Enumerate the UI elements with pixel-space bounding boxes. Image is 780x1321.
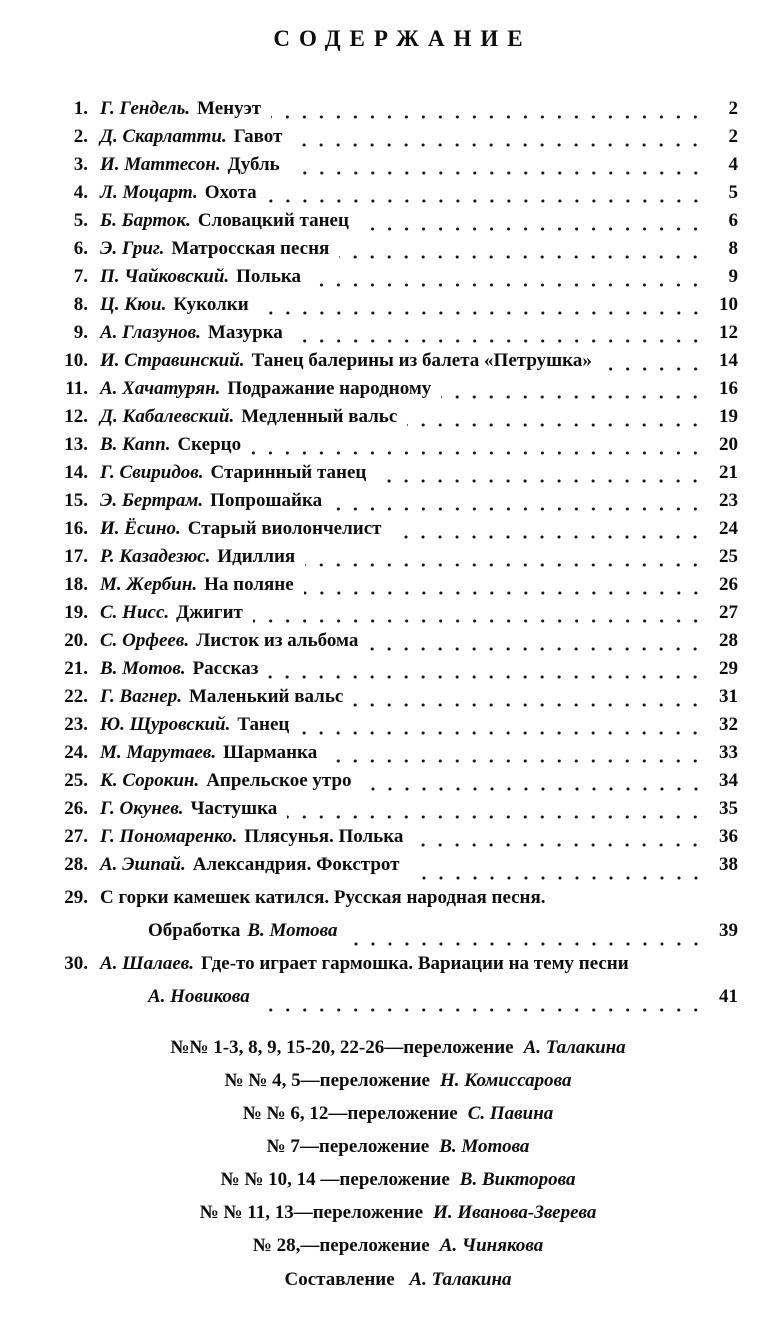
entry-text xyxy=(100,798,277,820)
entry-number: 3. xyxy=(73,154,88,175)
entry-title: Танец xyxy=(237,714,290,735)
toc-entry xyxy=(58,406,738,434)
entry-page-number: 33 xyxy=(719,742,738,763)
entry-text xyxy=(100,294,249,316)
entry-text xyxy=(100,686,343,708)
entry-text xyxy=(100,210,349,232)
dot-leader xyxy=(287,814,704,820)
entry-author: Э. Бертрам. xyxy=(100,490,204,511)
toc-entry xyxy=(58,98,738,126)
entry-author: М. Жербин. xyxy=(100,574,198,595)
dot-leader xyxy=(332,506,704,512)
entry-page-number: 9 xyxy=(728,266,738,287)
arranger-note-numbers: № 7—переложение xyxy=(266,1136,430,1157)
entry-title: Джигит xyxy=(176,602,243,623)
entry-title: Попрошайка xyxy=(210,490,323,511)
dot-leader xyxy=(311,282,704,288)
entry-text xyxy=(100,378,431,400)
entry-number: 26. xyxy=(64,798,88,819)
entry-text xyxy=(100,322,283,344)
entry-number: 10. xyxy=(64,350,88,371)
arranger-name: С. Павина xyxy=(467,1103,554,1124)
arranger-note-numbers: № № 6, 12—переложение xyxy=(242,1103,458,1124)
toc-entry xyxy=(58,826,738,854)
entry-title: Скерцо xyxy=(177,434,242,455)
entry-text xyxy=(100,953,629,975)
toc-entry xyxy=(58,490,738,518)
entry-text xyxy=(100,98,261,120)
toc-entry xyxy=(58,322,738,350)
entry-author: С. Орфеев. xyxy=(100,630,190,651)
entry-page-number: 21 xyxy=(719,462,738,483)
entry-number: 13. xyxy=(64,434,88,455)
entry-author: Д. Скарлатти. xyxy=(100,126,227,147)
entry-text xyxy=(100,462,366,484)
arranger-note xyxy=(58,1130,738,1163)
dot-leader xyxy=(413,842,704,848)
page-title: СОДЕРЖАНИЕ xyxy=(273,26,532,51)
entry-text xyxy=(100,630,358,652)
entry-number: 1. xyxy=(73,98,88,119)
entry-text xyxy=(100,887,546,909)
arranger-name: Н. Комиссарова xyxy=(440,1070,572,1091)
toc-entry xyxy=(58,546,738,574)
entry-author: И. Ёсино. xyxy=(100,518,181,539)
entry-title: Дубль xyxy=(227,154,280,175)
entry-title: Матросская песня xyxy=(171,238,330,259)
arranger-note xyxy=(58,1163,738,1196)
entry-page-number: 20 xyxy=(719,434,738,455)
entry-page-number: 5 xyxy=(728,182,738,203)
entry-title: Листок из альбома xyxy=(196,630,359,651)
toc-entry xyxy=(58,266,738,294)
dot-leader xyxy=(268,674,704,680)
entry-number: 8. xyxy=(73,294,88,315)
entry-text xyxy=(100,154,280,176)
entry-number: 30. xyxy=(64,953,88,974)
entry-page-number: 27 xyxy=(719,602,738,623)
entry-page-number: 41 xyxy=(719,986,738,1007)
arranger-note-numbers: № № 4, 5—переложение xyxy=(224,1070,430,1091)
entry-author: И. Стравинский. xyxy=(100,350,245,371)
toc-entry xyxy=(58,378,738,406)
entry-number: 16. xyxy=(64,518,88,539)
toc-entry xyxy=(58,462,738,490)
entry-text xyxy=(100,770,352,792)
entry-page-number: 36 xyxy=(719,826,738,847)
arranger-name: И. Иванова-Зверева xyxy=(433,1202,597,1223)
entry-author: А. Эшпай. xyxy=(100,854,186,875)
entry-text xyxy=(100,266,301,288)
entry-number: 22. xyxy=(64,686,88,707)
arranger-note xyxy=(58,1229,738,1262)
continuation-name: В. Мотова xyxy=(247,920,338,941)
arranger-note xyxy=(58,1064,738,1097)
entry-title: На поляне xyxy=(204,574,294,595)
entry-author: В. Капп. xyxy=(100,434,171,455)
entry-author: Г. Свиридов. xyxy=(100,462,204,483)
entry-author: М. Марутаев. xyxy=(100,742,217,763)
entry-text xyxy=(100,574,294,596)
dot-leader xyxy=(271,114,704,120)
entry-page-number: 19 xyxy=(719,406,738,427)
toc-entry xyxy=(58,126,738,154)
toc-entry xyxy=(58,294,738,322)
dot-leader xyxy=(391,534,704,540)
entry-author: Г. Гендель. xyxy=(100,98,191,119)
entry-author: Д. Кабалевский. xyxy=(100,406,235,427)
toc-entry xyxy=(58,953,738,986)
entry-author: С. Нисс. xyxy=(100,602,170,623)
entry-title: Апрельское утро xyxy=(206,770,352,791)
entry-text xyxy=(100,350,592,372)
entry-page-number: 16 xyxy=(719,378,738,399)
arranger-name: А. Талакина xyxy=(523,1037,626,1058)
entry-page-number: 29 xyxy=(719,658,738,679)
entry-text xyxy=(100,434,241,456)
entry-page-number: 2 xyxy=(728,126,738,147)
entry-author: Ц. Кюи. xyxy=(100,294,167,315)
entry-number: 21. xyxy=(64,658,88,679)
entry-author: К. Сорокин. xyxy=(100,770,200,791)
entry-number: 20. xyxy=(64,630,88,651)
entry-number: 7. xyxy=(73,266,88,287)
entry-author: Э. Григ. xyxy=(100,238,165,259)
dot-leader xyxy=(299,730,704,736)
entry-text xyxy=(100,826,403,848)
arranger-note-numbers: № 28,—переложение xyxy=(252,1235,430,1256)
entry-text xyxy=(100,602,243,624)
entry-text xyxy=(100,182,257,204)
entry-author: Г. Окунев. xyxy=(100,798,184,819)
entry-title: Мазурка xyxy=(207,322,283,343)
entry-number: 28. xyxy=(64,854,88,875)
entry-text xyxy=(100,490,322,512)
entry-page-number: 10 xyxy=(719,294,738,315)
toc-entry xyxy=(58,686,738,714)
entry-author: А. Шалаев. xyxy=(100,953,194,974)
entry-author: Г. Вагнер. xyxy=(100,686,182,707)
entry-title: Где-то играет гармошка. Вариации на тему песни xyxy=(201,953,629,974)
dot-leader xyxy=(292,142,704,148)
entry-title: Частушка xyxy=(190,798,278,819)
dot-leader xyxy=(407,422,704,428)
toc-entry xyxy=(58,518,738,546)
entry-number: 14. xyxy=(64,462,88,483)
entry-page-number: 34 xyxy=(719,770,738,791)
dot-leader xyxy=(259,310,704,316)
dot-leader xyxy=(327,758,704,764)
toc-entry xyxy=(58,350,738,378)
entry-number: 4. xyxy=(73,182,88,203)
entry-number: 17. xyxy=(64,546,88,567)
entry-continuation-text xyxy=(148,920,338,942)
entry-text xyxy=(100,658,258,680)
entry-number: 2. xyxy=(73,126,88,147)
continuation-label: Обработка xyxy=(148,920,241,941)
entry-title: Танец балерины из балета «Петрушка» xyxy=(251,350,592,371)
entry-page-number: 26 xyxy=(719,574,738,595)
toc-entry xyxy=(58,434,738,462)
dot-leader xyxy=(290,170,704,176)
entry-title: Старинный танец xyxy=(210,462,367,483)
entry-author: Р. Казадезюс. xyxy=(100,546,211,567)
dot-leader xyxy=(410,875,704,881)
dot-leader xyxy=(353,702,704,708)
entry-continuation-text xyxy=(148,986,250,1008)
entry-page-number: 38 xyxy=(719,854,738,875)
entry-title: Александрия. Фокстрот xyxy=(192,854,400,875)
compiler-line xyxy=(58,1262,738,1298)
entry-title: Словацкий танец xyxy=(197,210,349,231)
entry-number: 15. xyxy=(64,490,88,511)
dot-leader xyxy=(359,226,704,232)
entry-title: Идиллия xyxy=(217,546,296,567)
entry-number: 9. xyxy=(73,322,88,343)
toc-entry xyxy=(58,574,738,602)
entry-number: 24. xyxy=(64,742,88,763)
entry-title: Полька xyxy=(236,266,302,287)
toc-entry xyxy=(58,887,738,920)
entry-number: 29. xyxy=(64,887,88,908)
entry-text xyxy=(100,546,295,568)
entry-title: Медленный вальс xyxy=(241,406,398,427)
compiler-name: А. Талакина xyxy=(409,1269,512,1290)
dot-leader xyxy=(293,338,704,344)
entry-number: 25. xyxy=(64,770,88,791)
dot-leader xyxy=(253,618,704,624)
entry-number: 5. xyxy=(73,210,88,231)
dot-leader xyxy=(339,254,704,260)
toc-entry xyxy=(58,602,738,630)
entry-text xyxy=(100,714,289,736)
arranger-note xyxy=(58,1031,738,1064)
entry-author: П. Чайковский. xyxy=(100,266,230,287)
entry-title: С горки камешек катился. Русская народная песня. xyxy=(100,887,546,908)
entry-page-number: 35 xyxy=(719,798,738,819)
entry-number: 27. xyxy=(64,826,88,847)
entry-page-number: 23 xyxy=(719,490,738,511)
dot-leader xyxy=(376,478,704,484)
toc-list xyxy=(58,98,738,1019)
entry-page-number: 8 xyxy=(728,238,738,259)
toc-entry xyxy=(58,182,738,210)
entry-page-number: 4 xyxy=(728,154,738,175)
entry-text xyxy=(100,518,381,540)
entry-author: Ю. Щуровский. xyxy=(100,714,231,735)
entry-author: А. Хачатурян. xyxy=(100,378,221,399)
entry-title: Рассказ xyxy=(192,658,259,679)
dot-leader xyxy=(368,646,704,652)
entry-text xyxy=(100,406,397,428)
arranger-note xyxy=(58,1196,738,1229)
toc-entry xyxy=(58,742,738,770)
dot-leader xyxy=(251,450,704,456)
arranger-name: В. Викторова xyxy=(459,1169,576,1190)
arranger-name: А. Чинякова xyxy=(439,1235,544,1256)
arranger-note-numbers: № № 10, 14 —переложение xyxy=(220,1169,450,1190)
entry-title: Старый виолончелист xyxy=(187,518,382,539)
toc-entry xyxy=(58,854,738,887)
toc-entry xyxy=(58,770,738,798)
compiler-label: Составление xyxy=(284,1269,395,1290)
continuation-name: А. Новикова xyxy=(148,986,250,1007)
toc-entry xyxy=(58,238,738,266)
arranger-note xyxy=(58,1097,738,1130)
entry-author: А. Глазунов. xyxy=(100,322,201,343)
entry-author: Г. Пономаренко. xyxy=(100,826,238,847)
entry-title: Охота xyxy=(204,182,257,203)
entry-page-number: 39 xyxy=(719,920,738,941)
dot-leader xyxy=(441,394,704,400)
entry-page-number: 24 xyxy=(719,518,738,539)
entry-author: В. Мотов. xyxy=(100,658,186,679)
toc-entry xyxy=(58,630,738,658)
toc-entry-continuation xyxy=(58,920,738,953)
entry-author: Л. Моцарт. xyxy=(100,182,198,203)
entry-number: 6. xyxy=(73,238,88,259)
entry-title: Подражание народному xyxy=(227,378,432,399)
toc-entry xyxy=(58,714,738,742)
entry-title: Менуэт xyxy=(197,98,262,119)
entry-title: Гавот xyxy=(233,126,283,147)
footnotes xyxy=(58,1031,738,1262)
dot-leader xyxy=(305,562,704,568)
toc-entry-continuation xyxy=(58,986,738,1019)
entry-page-number: 2 xyxy=(728,98,738,119)
entry-text xyxy=(100,126,282,148)
entry-page-number: 12 xyxy=(719,322,738,343)
entry-text xyxy=(100,742,317,764)
toc-entry xyxy=(58,154,738,182)
dot-leader xyxy=(602,366,704,372)
toc-entry xyxy=(58,210,738,238)
entry-number: 18. xyxy=(64,574,88,595)
arranger-note-numbers: №№ 1-3, 8, 9, 15-20, 22-26—переложение xyxy=(170,1037,514,1058)
arranger-name: В. Мотова xyxy=(439,1136,530,1157)
entry-title: Маленький вальс xyxy=(188,686,344,707)
entry-title: Шарманка xyxy=(223,742,318,763)
arranger-note-numbers: № № 11, 13—переложение xyxy=(199,1202,424,1223)
entry-page-number: 31 xyxy=(719,686,738,707)
entry-page-number: 32 xyxy=(719,714,738,735)
entry-number: 23. xyxy=(64,714,88,735)
entry-page-number: 25 xyxy=(719,546,738,567)
toc-entry xyxy=(58,658,738,686)
entry-page-number: 6 xyxy=(728,210,738,231)
entry-number: 12. xyxy=(64,406,88,427)
entry-title: Плясунья. Полька xyxy=(244,826,404,847)
dot-leader xyxy=(362,786,704,792)
entry-page-number: 14 xyxy=(719,350,738,371)
entry-title: Куколки xyxy=(173,294,249,315)
entry-text xyxy=(100,238,329,260)
dot-leader xyxy=(260,1007,704,1013)
dot-leader xyxy=(348,941,704,947)
toc-entry xyxy=(58,798,738,826)
dot-leader xyxy=(267,198,704,204)
entry-author: Б. Барток. xyxy=(100,210,191,231)
entry-number: 11. xyxy=(65,378,88,399)
dot-leader xyxy=(304,590,704,596)
entry-text xyxy=(100,854,400,876)
entry-page-number: 28 xyxy=(719,630,738,651)
entry-author: И. Маттесон. xyxy=(100,154,221,175)
entry-number: 19. xyxy=(64,602,88,623)
